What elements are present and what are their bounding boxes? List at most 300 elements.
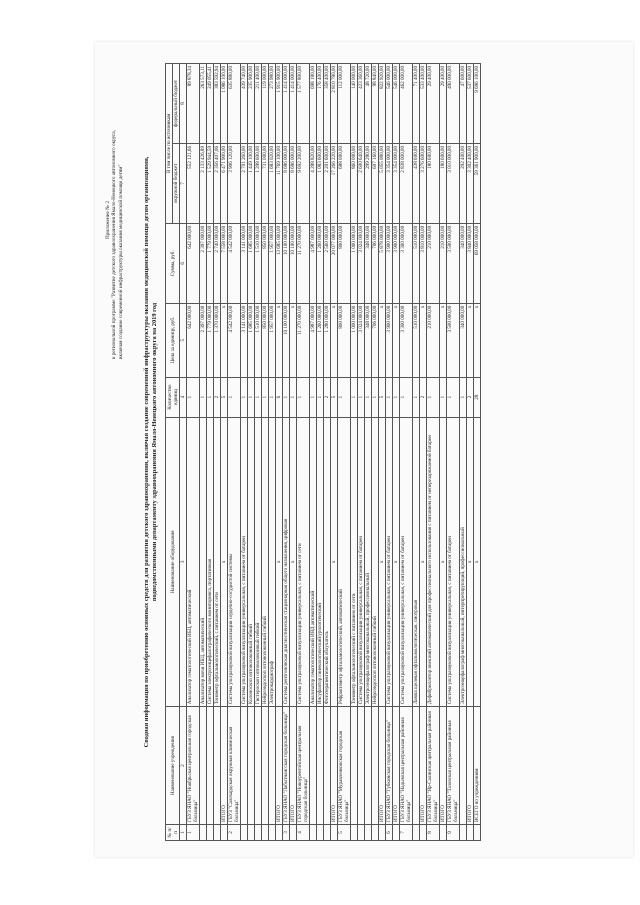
cell-price: 11 270 000,00 bbox=[297, 303, 310, 377]
cell-price: 1 685 000,00 bbox=[248, 303, 255, 377]
cell-num bbox=[248, 825, 255, 841]
cell-equipment: Фототерапевтический облучатель bbox=[324, 417, 331, 707]
cell-org: ГБУЗ ЯНАО "Ноябрьская центральная городская больница" bbox=[187, 707, 200, 825]
cell-price: 3 500 000,00 bbox=[447, 303, 460, 377]
cell-num bbox=[221, 825, 228, 841]
cell-district: 3 354 000,00 bbox=[393, 143, 400, 223]
cell-price: 706 000,00 bbox=[372, 303, 379, 377]
cell-federal: 2 810 780,00 bbox=[331, 64, 338, 144]
cell-equipment: х bbox=[331, 417, 338, 707]
cell-federal: 29 400,00 bbox=[427, 64, 440, 144]
cell-price: 642 000,00 bbox=[187, 303, 200, 377]
header-org: Наименование учреждения bbox=[166, 707, 180, 825]
cell-federal: 383 592,94 bbox=[214, 64, 221, 144]
cell-num: 1 bbox=[187, 825, 200, 841]
cell-equipment: Система ультразвуковой визуализации универсальная, с питанием от батареи bbox=[447, 417, 460, 707]
cell-district: 2 701 260,00 bbox=[241, 143, 248, 223]
cell-qty: 1 bbox=[290, 377, 297, 417]
cell-qty: 1 bbox=[262, 377, 269, 417]
table-row bbox=[207, 64, 214, 841]
cell-sum: 210 000,00 bbox=[427, 223, 440, 303]
cell-qty: 1 bbox=[297, 377, 310, 417]
cell-num bbox=[460, 825, 467, 841]
cell-qty: 1 bbox=[365, 377, 372, 417]
col-index-3: 3 bbox=[180, 417, 187, 707]
cell-sum: 20 077 000,00 bbox=[331, 223, 338, 303]
header-equipment: Наименование оборудования bbox=[166, 417, 180, 707]
cell-district: 299 280,00 bbox=[365, 143, 372, 223]
cell-sum: 5 878 000,00 bbox=[379, 223, 386, 303]
cell-qty: 1 bbox=[413, 377, 420, 417]
cell-equipment: Система ультразвуковой визуализации универсальная, с питанием от сети bbox=[297, 417, 310, 707]
table-row bbox=[228, 64, 241, 841]
cell-org bbox=[207, 707, 214, 825]
cell-org: ИТОГО bbox=[420, 707, 427, 825]
cell-org bbox=[413, 707, 420, 825]
cell-federal: 490 000,00 bbox=[447, 64, 460, 144]
cell-sum: 13 685 000,00 bbox=[276, 223, 283, 303]
cell-federal: 112 000,00 bbox=[338, 64, 351, 144]
cell-federal: 211 400,00 bbox=[255, 64, 262, 144]
cell-sum: 340 000,00 bbox=[460, 223, 467, 303]
cell-equipment: Нейроэндоскоп оптоволоконный гибкий bbox=[372, 417, 379, 707]
cell-price: 850 000,00 bbox=[262, 303, 269, 377]
cell-federal: 462 000,00 bbox=[400, 64, 413, 144]
cell-district: 8 686 000,00 bbox=[283, 143, 290, 223]
cell-district: 2 356 407,06 bbox=[214, 143, 221, 223]
cell-federal: 822 920,00 bbox=[379, 64, 386, 144]
table-row bbox=[379, 64, 386, 841]
table-row bbox=[400, 64, 413, 841]
cell-district: 731 000,00 bbox=[262, 143, 269, 223]
cell-num: 9 bbox=[447, 825, 460, 841]
cell-sum: 2 560 000,00 bbox=[324, 223, 331, 303]
header-district-budget: окружной бюджет bbox=[173, 143, 180, 223]
cell-sum: 1 510 000,00 bbox=[255, 223, 262, 303]
cell-price: х bbox=[440, 303, 447, 377]
cell-federal: 176 400,00 bbox=[317, 64, 324, 144]
cell-district: 3 354 000,00 bbox=[386, 143, 393, 223]
table-row bbox=[440, 64, 447, 841]
cell-sum: 3 141 000,00 bbox=[241, 223, 248, 303]
cell-equipment: х bbox=[393, 417, 400, 707]
cell-qty: 1 bbox=[317, 377, 324, 417]
cell-org bbox=[351, 707, 358, 825]
cell-price: х bbox=[221, 303, 228, 377]
cell-num bbox=[358, 825, 365, 841]
cell-federal: 546 000,00 bbox=[386, 64, 393, 144]
cell-price: 340 000,00 bbox=[460, 303, 467, 377]
cell-num bbox=[276, 825, 283, 841]
cell-org: ГБУЗ ЯНАО "Губкинская городская больница" bbox=[386, 707, 393, 825]
cell-org bbox=[310, 707, 317, 825]
col-index-7: 7 bbox=[180, 143, 187, 223]
title-line-2: подведомственными департаменту здравоохранения Ямало-Ненецкого автономного округа на 2019 год bbox=[151, 302, 158, 602]
title-line-1: Сводная информация по приобретению основных средств для развития детского здравоохранения, включая создание современной инфраструктуры оказания медицинской помощи детям организациями, bbox=[143, 156, 150, 748]
table-row bbox=[214, 64, 221, 841]
cell-federal: 358 400,00 bbox=[324, 64, 331, 144]
cell-federal: 71 400,00 bbox=[413, 64, 420, 144]
cell-num: 5 bbox=[338, 825, 351, 841]
cell-federal: 263 573,11 bbox=[200, 64, 207, 144]
cell-org: ГБУЗ ЯНАО "Новоуренгойская центральная городская больница" bbox=[297, 707, 310, 825]
cell-price: 3 900 000,00 bbox=[386, 303, 393, 377]
cell-price: 348 000,00 bbox=[365, 303, 372, 377]
col-index-8: 8 bbox=[180, 64, 187, 144]
cell-num bbox=[331, 825, 338, 841]
cell-federal: 249 055,41 bbox=[207, 64, 214, 144]
cell-qty: 1 bbox=[400, 377, 413, 417]
table-row bbox=[420, 64, 427, 841]
cell-qty: 5 bbox=[331, 377, 338, 417]
cell-price: 3 024 000,00 bbox=[358, 303, 365, 377]
cell-district: 3 906 120,00 bbox=[228, 143, 241, 223]
cell-sum: 4 542 000,00 bbox=[228, 223, 241, 303]
cell-federal: 635 880,00 bbox=[228, 64, 241, 144]
cell-district: 9 692 200,00 bbox=[297, 143, 310, 223]
cell-federal: 537 600,00 bbox=[467, 64, 474, 144]
cell-district: 3 302 400,00 bbox=[467, 143, 474, 223]
cell-qty: 2 bbox=[214, 377, 221, 417]
cell-federal: 98 840,00 bbox=[372, 64, 379, 144]
cell-num: 2 bbox=[228, 825, 241, 841]
cell-district: 2 838 000,00 bbox=[400, 143, 413, 223]
header-price: Цена за единицу, руб. bbox=[166, 303, 180, 377]
cell-org bbox=[317, 707, 324, 825]
cell-sum: 3 500 000,00 bbox=[447, 223, 460, 303]
cell-sum: 1 000 000,00 bbox=[351, 223, 358, 303]
cell-equipment: х bbox=[290, 417, 297, 707]
cell-equipment: х bbox=[474, 417, 481, 707]
cell-price: х bbox=[467, 303, 474, 377]
header-qty: Количество единиц bbox=[166, 377, 180, 417]
table-row bbox=[460, 64, 467, 841]
cell-price: 3 141 000,00 bbox=[241, 303, 248, 377]
cell-num bbox=[290, 825, 297, 841]
cell-price: х bbox=[420, 303, 427, 377]
cell-price: 1 280 000,00 bbox=[324, 303, 331, 377]
cell-org: ИТОГО bbox=[440, 707, 447, 825]
cell-federal: 89 878,34 bbox=[187, 64, 200, 144]
cell-equipment: Тонометр офтальмологический с питанием от сети bbox=[351, 417, 358, 707]
cell-federal: 533 400,00 bbox=[420, 64, 427, 144]
appendix-note bbox=[105, 59, 124, 359]
cell-price: 1 779 000,00 bbox=[207, 303, 214, 377]
cell-price: х bbox=[331, 303, 338, 377]
cell-org: ИТОГО bbox=[393, 707, 400, 825]
table-row bbox=[200, 64, 207, 841]
cell-sum: 2 397 000,00 bbox=[200, 223, 207, 303]
cell-num bbox=[440, 825, 447, 841]
cell-price: 4 542 000,00 bbox=[228, 303, 241, 377]
col-index-4: 4 bbox=[180, 377, 187, 417]
cell-qty: 1 bbox=[310, 377, 317, 417]
cell-equipment: Система ультразвуковой визуализации универсальная, с питанием от батареи bbox=[241, 417, 248, 707]
cell-price: 800 000,00 bbox=[338, 303, 351, 377]
table-row bbox=[372, 64, 379, 841]
table-row bbox=[248, 64, 255, 841]
cell-org bbox=[460, 707, 467, 825]
cell-sum: 510 000,00 bbox=[413, 223, 420, 303]
cell-org bbox=[372, 707, 379, 825]
cell-price: х bbox=[290, 303, 297, 377]
cell-sum: 1 685 000,00 bbox=[248, 223, 255, 303]
cell-org bbox=[214, 707, 221, 825]
col-index-5: 5 bbox=[180, 303, 187, 377]
cell-org bbox=[200, 707, 207, 825]
cell-district: 3 010 000,00 bbox=[447, 143, 460, 223]
cell-qty: 1 bbox=[358, 377, 365, 417]
cell-equipment: Система рентгеновская диагностическая стационарная общего назначения, цифровая bbox=[283, 417, 290, 707]
cell-num: 6 bbox=[386, 825, 393, 841]
appendix-line-3: включая создание современной инфраструктуры оказания медицинской помощи детям" bbox=[117, 164, 124, 359]
header-sum: Сумма, руб. bbox=[166, 223, 180, 303]
cell-equipment: х bbox=[379, 417, 386, 707]
cell-federal: 29 400,00 bbox=[440, 64, 447, 144]
cell-qty: 1 bbox=[393, 377, 400, 417]
cell-qty: 1 bbox=[427, 377, 440, 417]
cell-qty: 6 bbox=[276, 377, 283, 417]
table-row bbox=[290, 64, 297, 841]
cell-num bbox=[379, 825, 386, 841]
cell-price: 3 300 000,00 bbox=[400, 303, 413, 377]
cell-price: х bbox=[276, 303, 283, 377]
cell-qty: 1 bbox=[187, 377, 200, 417]
cell-qty: 1 bbox=[248, 377, 255, 417]
cell-federal: 546 000,00 bbox=[393, 64, 400, 144]
cell-qty: 1 bbox=[460, 377, 467, 417]
cell-org: ИТОГО bbox=[290, 707, 297, 825]
cell-federal: 698 180,00 bbox=[310, 64, 317, 144]
cell-qty: 5 bbox=[379, 377, 386, 417]
cell-federal: 9 696 100,00 bbox=[474, 64, 481, 144]
table-row bbox=[413, 64, 420, 841]
cell-district: 688 000,00 bbox=[338, 143, 351, 223]
cell-org: ГБУЗ ЯНАО "Надымская центральная районная больница" bbox=[400, 707, 413, 825]
cell-sum: 210 000,00 bbox=[440, 223, 447, 303]
cell-sum: 1 260 000,00 bbox=[317, 223, 324, 303]
cell-equipment: х bbox=[467, 417, 474, 707]
table-row bbox=[283, 64, 290, 841]
table-row bbox=[358, 64, 365, 841]
header-federal-budget: федеральный бюджет bbox=[173, 64, 180, 144]
table-row bbox=[269, 64, 276, 841]
cell-sum: 69 058 000,00 bbox=[474, 223, 481, 303]
cell-equipment: х bbox=[420, 417, 427, 707]
cell-qty: 2 bbox=[420, 377, 427, 417]
table-row bbox=[255, 64, 262, 841]
table-row bbox=[351, 64, 358, 841]
cell-district: 552 121,66 bbox=[187, 143, 200, 223]
cell-qty: 1 bbox=[200, 377, 207, 417]
cell-qty: 1 bbox=[241, 377, 248, 417]
cell-equipment: Система ультразвуковой визуализации универсальная, с питанием от батареи bbox=[400, 417, 413, 707]
table-row bbox=[386, 64, 393, 841]
table-row bbox=[241, 64, 248, 841]
cell-sum: 3 840 000,00 bbox=[467, 223, 474, 303]
cell-org: ГБУЗ ЯНАО "Тазовская центральная районная больница" bbox=[447, 707, 460, 825]
cell-price: х bbox=[393, 303, 400, 377]
cell-district: 607 160,00 bbox=[372, 143, 379, 223]
cell-num bbox=[241, 825, 248, 841]
cell-org bbox=[248, 707, 255, 825]
cell-federal: 140 000,00 bbox=[351, 64, 358, 144]
cell-org: ИТОГО bbox=[221, 707, 228, 825]
cell-equipment: Лампа щелевая офтальмологическая, смотровая bbox=[413, 417, 420, 707]
cell-num bbox=[420, 825, 427, 841]
cell-district: 3 276 600,00 bbox=[420, 143, 427, 223]
document-page bbox=[95, 42, 633, 857]
cell-price: 510 000,00 bbox=[413, 303, 420, 377]
table-row bbox=[447, 64, 460, 841]
cell-price: 2 397 000,00 bbox=[200, 303, 207, 377]
cell-equipment: Анализатор гематологический ИВД автоматический bbox=[310, 417, 317, 707]
cell-num: 3 bbox=[283, 825, 290, 841]
cell-qty: 5 bbox=[221, 377, 228, 417]
equipment-table bbox=[165, 63, 481, 841]
cell-org: ГБУЗ "Салехардская окружная клиническая больница" bbox=[228, 707, 241, 825]
cell-district: 8 686 000,00 bbox=[290, 143, 297, 223]
cell-equipment: Система электроэнцефалографического мониторинга, портативная bbox=[207, 417, 214, 707]
cell-num: 7 bbox=[400, 825, 413, 841]
cell-federal: 119 000,00 bbox=[262, 64, 269, 144]
table-row bbox=[331, 64, 338, 841]
cell-sum: 11 270 000,00 bbox=[297, 223, 310, 303]
col-index-1: 1 bbox=[180, 825, 187, 841]
cell-num bbox=[393, 825, 400, 841]
cell-district: 4 288 820,00 bbox=[310, 143, 317, 223]
cell-num bbox=[324, 825, 331, 841]
cell-equipment: х bbox=[440, 417, 447, 707]
cell-price: 4 987 000,00 bbox=[310, 303, 317, 377]
appendix-line-2: к региональной программе "Развитие детского здравоохранения Ямало-Ненецкого автономного округа, bbox=[111, 130, 118, 359]
cell-federal: 48 720,00 bbox=[365, 64, 372, 144]
cell-federal: 47 600,00 bbox=[460, 64, 467, 144]
cell-num: 4 bbox=[297, 825, 310, 841]
cell-qty: 1 bbox=[447, 377, 460, 417]
cell-district: 5 055 080,00 bbox=[379, 143, 386, 223]
cell-qty: 1 bbox=[338, 377, 351, 417]
cell-equipment: Система ультразвуковой визуализации универсальная, с питанием от батареи bbox=[386, 417, 393, 707]
cell-district: 59 361 900,00 bbox=[474, 143, 481, 223]
cell-num bbox=[255, 825, 262, 841]
cell-sum: 10 100 000,00 bbox=[283, 223, 290, 303]
header-num: № п/п bbox=[166, 825, 180, 841]
cell-price: 210 000,00 bbox=[427, 303, 440, 377]
cell-qty: 2 bbox=[467, 377, 474, 417]
cell-sum: 4 987 000,00 bbox=[310, 223, 317, 303]
header-sources: В том числе по источникам bbox=[166, 64, 173, 224]
cell-district: 2 133 426,89 bbox=[200, 143, 207, 223]
cell-price: х bbox=[474, 303, 481, 377]
cell-qty: 1 bbox=[283, 377, 290, 417]
cell-equipment: Гистероскоп оптоволоконный гибкий bbox=[255, 417, 262, 707]
cell-qty: 28 bbox=[474, 377, 481, 417]
table-row bbox=[393, 64, 400, 841]
cell-org: ИТОГО bbox=[276, 707, 283, 825]
table-row bbox=[467, 64, 474, 841]
appendix-line-1: Приложение № 2 bbox=[105, 201, 111, 239]
cell-district: 2 600 640,00 bbox=[358, 143, 365, 223]
document-title bbox=[143, 77, 159, 827]
cell-price: 1 260 000,00 bbox=[317, 303, 324, 377]
cell-org: ИТОГО bbox=[467, 707, 474, 825]
cell-num bbox=[372, 825, 379, 841]
cell-federal: 1 414 000,00 bbox=[290, 64, 297, 144]
cell-num bbox=[269, 825, 276, 841]
cell-equipment: Электроэнцефалограф многоканальный, интерпретирующий, профессиональный bbox=[460, 417, 467, 707]
cell-equipment: Колоноскоп оптоволоконный гибкий bbox=[248, 417, 255, 707]
cell-num: 8 bbox=[427, 825, 440, 841]
table-row bbox=[187, 64, 200, 841]
cell-org: ГБУЗ ЯНАО "Муравленковская городская больница" bbox=[338, 707, 351, 825]
table-row bbox=[310, 64, 317, 841]
cell-org bbox=[365, 707, 372, 825]
cell-district: 2 201 600,00 bbox=[324, 143, 331, 223]
cell-num bbox=[262, 825, 269, 841]
cell-district: 1 529 944,59 bbox=[207, 143, 214, 223]
cell-sum: 1 957 000,00 bbox=[269, 223, 276, 303]
table-row bbox=[297, 64, 310, 841]
cell-org: ИТОГО bbox=[379, 707, 386, 825]
cell-qty: 1 bbox=[351, 377, 358, 417]
cell-org bbox=[241, 707, 248, 825]
cell-equipment: Электроэнцефалограф многоканальный, профессиональный bbox=[365, 417, 372, 707]
table-row bbox=[276, 64, 283, 841]
cell-equipment: Анализатор гематологический ИБЦ, автоматический bbox=[187, 417, 200, 707]
cell-equipment: Система ультразвуковой визуализации универсальная, с питанием от батареи bbox=[358, 417, 365, 707]
cell-district: 17 266 220,00 bbox=[331, 143, 338, 223]
cell-equipment: Система ультразвуковой визуализации сердечно-сосудистой системы bbox=[228, 417, 241, 707]
table-row bbox=[474, 64, 481, 841]
cell-qty: 2 bbox=[324, 377, 331, 417]
cell-qty: 1 bbox=[440, 377, 447, 417]
table-row bbox=[317, 64, 324, 841]
cell-district: 1 449 100,00 bbox=[248, 143, 255, 223]
cell-num bbox=[200, 825, 207, 841]
cell-org: ГБУЗ ЯНАО "Яр-Салинская центральная районная больница" bbox=[427, 707, 440, 825]
col-index-6: 6 bbox=[180, 223, 187, 303]
cell-federal: 439 740,00 bbox=[241, 64, 248, 144]
cell-org: ИТОГО bbox=[331, 707, 338, 825]
cell-price: 1 000 000,00 bbox=[351, 303, 358, 377]
cell-sum: 642 000,00 bbox=[187, 223, 200, 303]
cell-district: 11 769 100,00 bbox=[276, 143, 283, 223]
cell-sum: 3 810 000,00 bbox=[420, 223, 427, 303]
cell-num bbox=[365, 825, 372, 841]
cell-qty: 1 bbox=[386, 377, 393, 417]
cell-sum: 10 100 000,00 bbox=[290, 223, 297, 303]
cell-district: 292 400,00 bbox=[460, 143, 467, 223]
cell-equipment: Инсуфлятор гинекологический/урологический bbox=[317, 417, 324, 707]
cell-federal: 1 414 000,00 bbox=[283, 64, 290, 144]
table-row bbox=[338, 64, 351, 841]
cell-federal: 1 915 900,00 bbox=[276, 64, 283, 144]
cell-price: 1 370 000,00 bbox=[214, 303, 221, 377]
cell-equipment: х bbox=[221, 417, 228, 707]
cell-district: 1 683 020,00 bbox=[269, 143, 276, 223]
cell-federal: 235 900,00 bbox=[248, 64, 255, 144]
rotated-content bbox=[95, 47, 630, 857]
cell-district: 1 298 600,00 bbox=[255, 143, 262, 223]
table-body bbox=[187, 64, 481, 841]
cell-equipment: Рефрактометр офтальмологический, автоматический bbox=[338, 417, 351, 707]
cell-sum: 348 000,00 bbox=[365, 223, 372, 303]
cell-district: 180 600,00 bbox=[440, 143, 447, 223]
cell-org bbox=[262, 707, 269, 825]
cell-num bbox=[413, 825, 420, 841]
cell-org: ГБУЗ ЯНАО "Лабытнангская городская больница" bbox=[283, 707, 290, 825]
